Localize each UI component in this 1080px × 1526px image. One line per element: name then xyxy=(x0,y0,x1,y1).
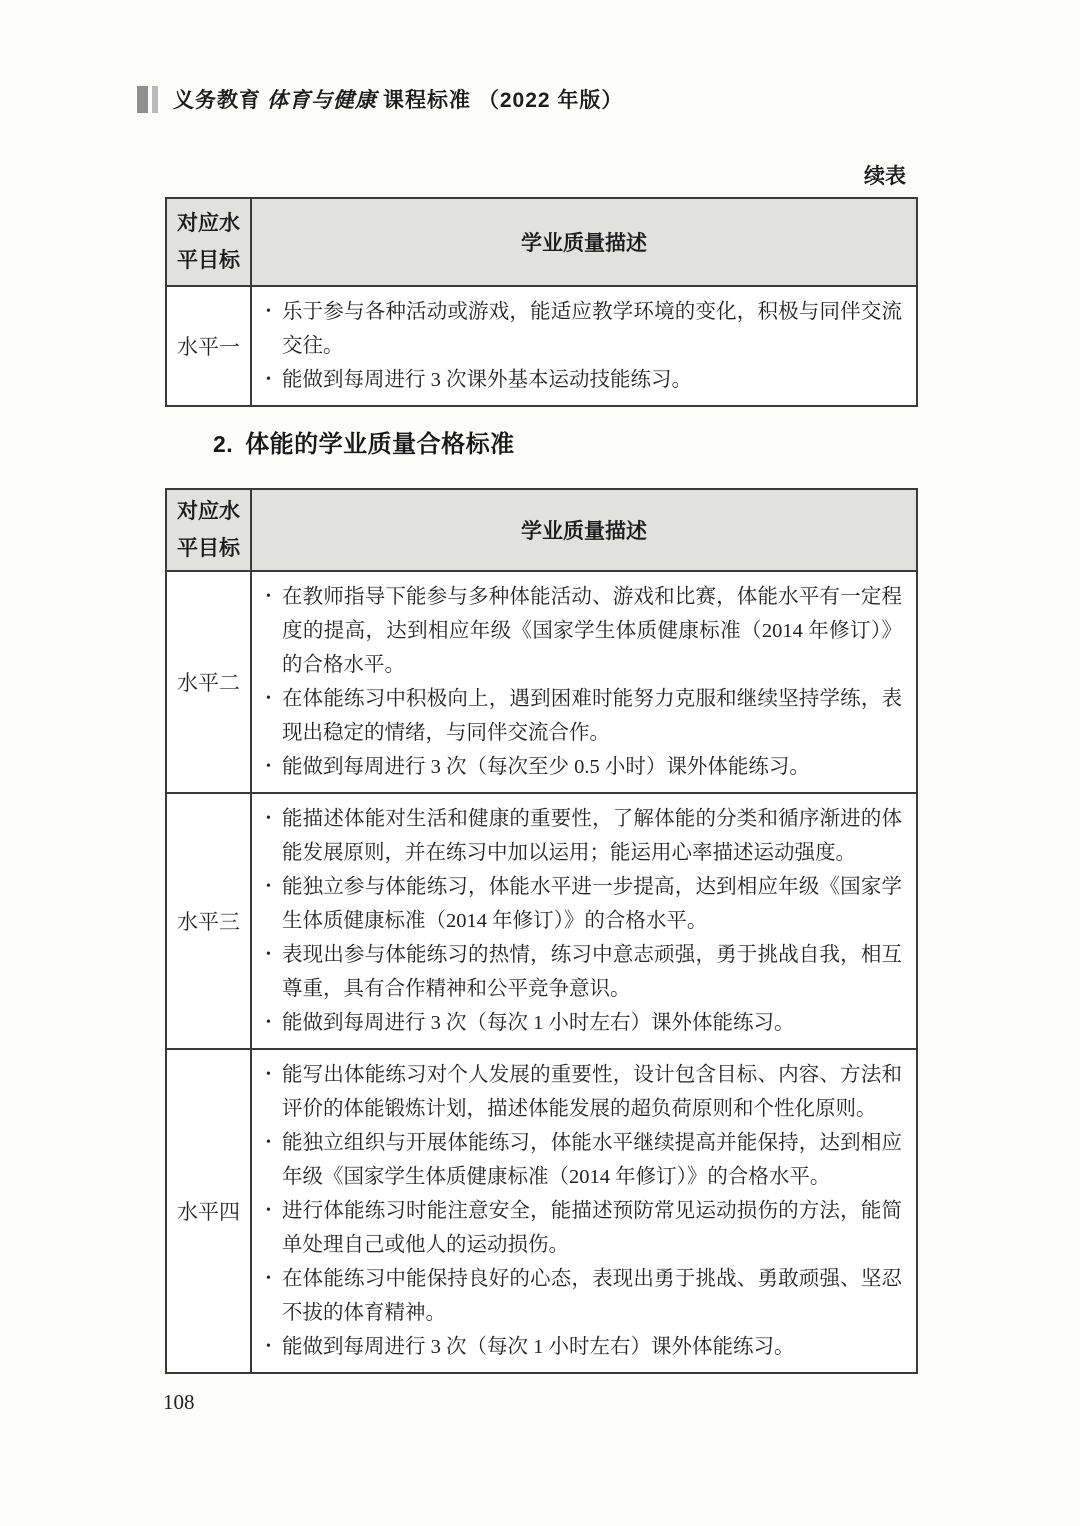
table-row xyxy=(167,570,916,792)
bullet-item: • 在体能练习中积极向上，遇到困难时能努力克服和继续坚持学练，表现出稳定的情绪，与同伴交流合作。 xyxy=(264,682,902,750)
page-number: 108 xyxy=(163,1390,195,1414)
table-row xyxy=(167,285,916,405)
description-cell xyxy=(252,287,916,405)
table-header-description-cell: 学业质量描述 xyxy=(521,520,647,543)
bullet-item: • 能写出体能练习对个人发展的重要性，设计包含目标、内容、方法和评价的体能锻炼计划，描述体能发展的超负荷原则和个性化原则。 xyxy=(264,1058,902,1126)
running-head-suffix: 课程标准 xyxy=(383,89,471,112)
table-header-level-cell xyxy=(167,490,252,570)
running-head-edition: （2022 年版） xyxy=(477,89,624,112)
continued-table-label: 续表 xyxy=(864,165,906,188)
table-header-level-line2: 平目标 xyxy=(177,537,240,560)
quality-table-continued xyxy=(165,197,918,407)
running-head xyxy=(137,84,623,114)
description-cell xyxy=(252,572,916,792)
table-header-level-line1: 对应水 xyxy=(177,500,240,523)
bullet-item: • 在体能练习中能保持良好的心态，表现出勇于挑战、勇敢顽强、坚忍不拔的体育精神。 xyxy=(264,1262,902,1330)
bullet-item: • 能做到每周进行 3 次课外基本运动技能练习。 xyxy=(264,363,902,397)
table-header-level-line1: 对应水 xyxy=(177,212,240,235)
running-head-title xyxy=(173,84,623,114)
section-heading xyxy=(213,424,515,459)
bullet-item: • 能做到每周进行 3 次（每次至少 0.5 小时）课外体能练习。 xyxy=(264,750,902,784)
fitness-quality-table xyxy=(165,488,918,1374)
section-title-text: 体能的学业质量合格标准 xyxy=(245,431,515,458)
level-label: 水平四 xyxy=(167,1050,252,1372)
table-header-description-cell: 学业质量描述 xyxy=(521,232,647,255)
level-label: 水平一 xyxy=(167,287,252,405)
table-row xyxy=(167,1048,916,1372)
running-head-subject: 体育与健康 xyxy=(267,88,377,112)
bullet-item: • 在教师指导下能参与多种体能活动、游戏和比赛，体能水平有一定程度的提高，达到相应年级《国家学生体质健康标准（2014 年修订）》的合格水平。 xyxy=(264,580,902,682)
level-label: 水平二 xyxy=(167,572,252,792)
description-cell xyxy=(252,1050,916,1372)
bullet-item: • 表现出参与体能练习的热情，练习中意志顽强，勇于挑战自我，相互尊重，具有合作精神和公平竞争意识。 xyxy=(264,938,902,1006)
level-label: 水平三 xyxy=(167,794,252,1048)
bullet-item: • 能做到每周进行 3 次（每次 1 小时左右）课外体能练习。 xyxy=(264,1330,902,1364)
bullet-item: • 能描述体能对生活和健康的重要性，了解体能的分类和循序渐进的体能发展原则，并在练习中加以运用；能运用心率描述运动强度。 xyxy=(264,802,902,870)
bullet-item: • 能独立组织与开展体能练习，体能水平继续提高并能保持，达到相应年级《国家学生体质健康标准（2014 年修订）》的合格水平。 xyxy=(264,1126,902,1194)
bullet-item: • 能独立参与体能练习，体能水平进一步提高，达到相应年级《国家学生体质健康标准（2014 年修订）》的合格水平。 xyxy=(264,870,902,938)
running-head-prefix: 义务教育 xyxy=(173,89,261,112)
table-header-row xyxy=(167,199,916,285)
table-header-level-line2: 平目标 xyxy=(177,249,240,272)
brand-bar-dark-icon xyxy=(137,86,148,113)
table-header-level-cell xyxy=(167,199,252,285)
bullet-item: • 能做到每周进行 3 次（每次 1 小时左右）课外体能练习。 xyxy=(264,1006,902,1040)
table-row xyxy=(167,792,916,1048)
section-number: 2. xyxy=(213,431,234,457)
table-header-row xyxy=(167,490,916,570)
brand-bar-light-icon xyxy=(152,86,158,113)
bullet-item: • 乐于参与各种活动或游戏，能适应教学环境的变化，积极与同伴交流交往。 xyxy=(264,295,902,363)
description-cell xyxy=(252,794,916,1048)
bullet-item: • 进行体能练习时能注意安全，能描述预防常见运动损伤的方法，能简单处理自己或他人的运动损伤。 xyxy=(264,1194,902,1262)
